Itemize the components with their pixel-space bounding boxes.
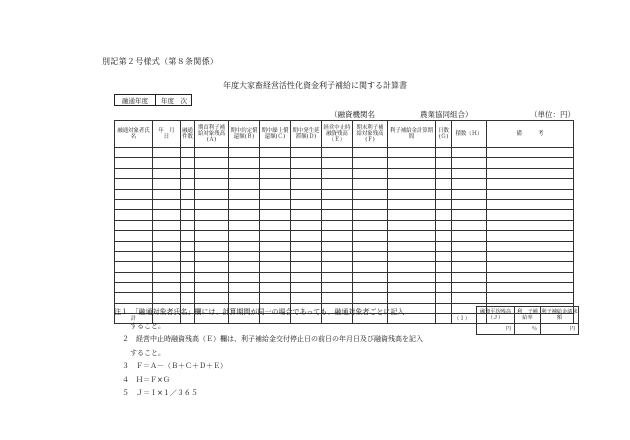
table-row — [115, 262, 574, 272]
table-cell — [260, 148, 291, 158]
table-cell — [195, 293, 229, 303]
table-cell — [487, 189, 574, 199]
table-cell — [153, 220, 181, 230]
table-cell — [195, 220, 229, 230]
table-cell — [153, 283, 181, 293]
col-header: 期末利子補給対象残高(Ｆ) — [353, 121, 388, 148]
note-5: ５ Ｊ＝Ｉ×１／３６５ — [122, 389, 198, 397]
table-cell — [452, 189, 487, 199]
col-header: 期中約定償還額(Ｂ) — [229, 121, 260, 148]
col-header: 積数（Ｈ） — [452, 121, 487, 148]
col-header: 年 月 日 — [153, 121, 181, 148]
table-cell — [388, 199, 436, 209]
col-header: 備 考 — [487, 121, 574, 148]
table-cell — [353, 148, 388, 158]
table-cell — [291, 199, 322, 209]
table-cell — [181, 210, 195, 220]
table-cell — [322, 199, 353, 209]
table-cell — [436, 168, 452, 178]
table-cell — [115, 272, 153, 282]
table-cell — [452, 262, 487, 272]
table-cell — [353, 168, 388, 178]
table-cell — [115, 283, 153, 293]
table-cell — [388, 251, 436, 261]
table-cell — [181, 283, 195, 293]
table-cell — [322, 158, 353, 168]
institution-label: （融資機関名 — [330, 110, 375, 119]
table-row — [115, 220, 574, 230]
table-cell — [260, 158, 291, 168]
table-cell — [452, 199, 487, 209]
table-cell — [452, 210, 487, 220]
table-cell — [322, 210, 353, 220]
table-row — [115, 283, 574, 293]
table-cell — [487, 241, 574, 251]
table-cell — [115, 199, 153, 209]
table-cell — [195, 148, 229, 158]
table-cell — [229, 231, 260, 241]
table-cell — [291, 293, 322, 303]
table-cell — [153, 189, 181, 199]
table-cell — [229, 210, 260, 220]
table-cell — [153, 179, 181, 189]
table-cell — [436, 251, 452, 261]
summary-header: 利子補給金請求額 — [541, 307, 579, 324]
table-cell — [322, 179, 353, 189]
table-cell — [229, 148, 260, 158]
table-cell — [353, 210, 388, 220]
table-cell — [353, 158, 388, 168]
table-cell — [322, 293, 353, 303]
table-cell — [195, 283, 229, 293]
fiscal-year-box — [114, 94, 192, 106]
table-row — [115, 199, 574, 209]
table-row — [115, 189, 574, 199]
summary-table — [476, 306, 579, 335]
table-cell — [436, 272, 452, 282]
table-row — [115, 272, 574, 282]
table-cell — [229, 179, 260, 189]
table-cell — [436, 283, 452, 293]
table-cell — [388, 210, 436, 220]
table-cell — [452, 272, 487, 282]
table-cell — [195, 272, 229, 282]
table-cell — [388, 231, 436, 241]
table-cell — [195, 251, 229, 261]
col-header: 期首利子補給対象残高(Ａ) — [195, 121, 229, 148]
document-title: 年度大家畜経営活性化資金利子補給に関する計算書 — [223, 81, 407, 90]
table-row — [115, 293, 574, 303]
table-cell — [260, 179, 291, 189]
table-cell — [291, 158, 322, 168]
table-cell — [181, 168, 195, 178]
table-cell — [487, 231, 574, 241]
table-row — [115, 251, 574, 261]
table-cell — [153, 293, 181, 303]
unit-label: （単位：円） — [530, 110, 575, 119]
table-cell — [181, 199, 195, 209]
table-cell — [487, 168, 574, 178]
summary-header-row — [477, 307, 579, 324]
table-cell — [181, 189, 195, 199]
table-cell — [115, 210, 153, 220]
table-cell — [436, 231, 452, 241]
summary-header: 利 子補給率 — [515, 307, 541, 324]
table-cell — [260, 220, 291, 230]
table-cell — [260, 272, 291, 282]
table-cell — [229, 272, 260, 282]
table-cell — [260, 189, 291, 199]
table-cell — [195, 189, 229, 199]
table-cell — [115, 148, 153, 158]
col-header: 期中発生延滞額(Ｄ) — [291, 121, 322, 148]
table-cell — [322, 231, 353, 241]
notes — [114, 306, 474, 401]
table-row — [115, 241, 574, 251]
table-row — [115, 158, 574, 168]
table-cell — [452, 283, 487, 293]
table-cell — [388, 189, 436, 199]
table-cell — [487, 272, 574, 282]
total-label: 計 — [115, 314, 153, 324]
table-cell — [322, 262, 353, 272]
summary-header: 融資平均残高（Ｊ） — [477, 307, 515, 324]
table-cell — [115, 158, 153, 168]
table-cell — [436, 179, 452, 189]
table-cell — [322, 168, 353, 178]
table-cell — [436, 293, 452, 303]
table-cell — [322, 241, 353, 251]
table-cell — [115, 168, 153, 178]
table-cell — [229, 189, 260, 199]
table-cell — [195, 168, 229, 178]
note-1: 注１ 「融通対象者氏名」欄には、計算期間が同一の場合であっても、融通対象者ごとに記入 — [114, 308, 405, 316]
table-row — [115, 148, 574, 158]
table-cell — [195, 210, 229, 220]
table-cell — [291, 262, 322, 272]
table-cell — [153, 262, 181, 272]
table-cell — [195, 231, 229, 241]
table-cell — [115, 231, 153, 241]
table-cell — [353, 262, 388, 272]
table-cell — [322, 283, 353, 293]
table-cell — [487, 210, 574, 220]
table-cell — [181, 220, 195, 230]
col-header: 経営中止時融資残高（Ｅ） — [322, 121, 353, 148]
table-cell — [115, 220, 153, 230]
table-cell — [153, 148, 181, 158]
table-cell — [487, 293, 574, 303]
table-cell — [487, 199, 574, 209]
table-cell — [195, 158, 229, 168]
table-cell — [115, 251, 153, 261]
table-cell — [353, 293, 388, 303]
union-label: 農業協同組合） — [420, 110, 473, 119]
fiscal-year-value: 年度 次 — [161, 96, 187, 105]
col-header: 融通件数 — [181, 121, 195, 148]
table-cell — [388, 272, 436, 282]
table-cell — [181, 158, 195, 168]
table-cell — [452, 179, 487, 189]
table-cell — [260, 241, 291, 251]
table-cell — [436, 189, 452, 199]
table-cell — [487, 283, 574, 293]
table-cell — [229, 220, 260, 230]
col-header: 融通対象者氏 名 — [115, 121, 153, 148]
table-cell — [388, 241, 436, 251]
table-cell — [452, 168, 487, 178]
table-cell — [229, 199, 260, 209]
table-cell — [181, 272, 195, 282]
table-cell — [291, 231, 322, 241]
table-cell — [229, 158, 260, 168]
table-cell — [353, 220, 388, 230]
table-cell — [115, 189, 153, 199]
table-cell — [260, 231, 291, 241]
summary-unit-row — [477, 324, 579, 335]
table-cell — [115, 262, 153, 272]
table-cell — [436, 241, 452, 251]
table-cell — [229, 283, 260, 293]
table-cell — [353, 189, 388, 199]
table-row — [115, 210, 574, 220]
table-cell — [291, 189, 322, 199]
table-cell — [388, 283, 436, 293]
table-cell — [436, 262, 452, 272]
table-cell — [353, 251, 388, 261]
table-cell — [291, 241, 322, 251]
table-cell — [153, 231, 181, 241]
table-cell — [260, 210, 291, 220]
table-cell — [388, 168, 436, 178]
table-cell — [452, 220, 487, 230]
table-cell — [153, 210, 181, 220]
note-3: ３ Ｆ＝Ａ－（Ｂ＋Ｃ＋Ｄ＋Ｅ） — [122, 362, 227, 370]
form-number: 別記第２号様式（第８条関係） — [102, 57, 219, 66]
table-cell — [322, 148, 353, 158]
table-cell — [388, 179, 436, 189]
table-row — [115, 179, 574, 189]
table-cell — [487, 251, 574, 261]
summary-unit: 円 — [477, 324, 515, 335]
table-cell — [487, 262, 574, 272]
table-cell — [487, 179, 574, 189]
table-cell — [291, 272, 322, 282]
table-cell — [291, 283, 322, 293]
table-cell — [153, 158, 181, 168]
table-cell — [195, 199, 229, 209]
table-cell — [115, 293, 153, 303]
table-cell — [153, 272, 181, 282]
note-4: ４ Ｈ＝Ｆ×Ｇ — [122, 375, 170, 384]
summary-unit: ％ — [515, 324, 541, 335]
fiscal-year-label: 融通年度 — [115, 95, 156, 105]
table-row — [115, 168, 574, 178]
table-cell — [115, 241, 153, 251]
table-cell — [153, 241, 181, 251]
table-cell — [452, 158, 487, 168]
table-cell — [260, 199, 291, 209]
table-cell — [115, 179, 153, 189]
table-cell — [487, 148, 574, 158]
table-cell — [388, 158, 436, 168]
table-cell — [353, 241, 388, 251]
table-cell — [388, 293, 436, 303]
table-cell — [353, 179, 388, 189]
note-2: ２ 経営中止時融資残高（Ｅ）欄は、利子補給金交付停止日の前日の年月日及び融資残高を記入 — [122, 335, 423, 343]
note-1-cont: すること。 — [130, 321, 165, 330]
table-cell — [452, 231, 487, 241]
summary-unit: 円 — [541, 324, 579, 335]
table-cell — [195, 241, 229, 251]
table-cell — [452, 293, 487, 303]
table-cell — [260, 293, 291, 303]
table-cell — [291, 251, 322, 261]
table-cell — [322, 251, 353, 261]
table-cell — [195, 179, 229, 189]
table-cell — [260, 283, 291, 293]
col-header: 日数(Ｇ) — [436, 121, 452, 148]
table-row — [115, 231, 574, 241]
table-cell — [153, 199, 181, 209]
table-cell — [181, 293, 195, 303]
table-cell — [181, 179, 195, 189]
table-cell — [181, 262, 195, 272]
table-cell — [229, 251, 260, 261]
table-cell — [436, 148, 452, 158]
table-cell — [452, 148, 487, 158]
calculation-table — [114, 120, 574, 324]
table-cell — [229, 262, 260, 272]
table-cell — [229, 293, 260, 303]
table-cell — [291, 168, 322, 178]
table-cell — [388, 220, 436, 230]
table-cell — [436, 199, 452, 209]
table-cell — [487, 220, 574, 230]
table-cell — [229, 241, 260, 251]
table-cell — [436, 210, 452, 220]
table-cell — [260, 168, 291, 178]
table-cell — [291, 220, 322, 230]
table-cell — [181, 148, 195, 158]
note-2-cont: すること。 — [130, 348, 165, 357]
table-cell — [388, 262, 436, 272]
table-cell — [181, 241, 195, 251]
table-cell — [153, 168, 181, 178]
table-cell — [195, 262, 229, 272]
table-cell — [322, 272, 353, 282]
table-cell — [260, 251, 291, 261]
header-row — [115, 121, 574, 148]
table-cell — [353, 272, 388, 282]
table-cell — [181, 251, 195, 261]
table-cell — [436, 158, 452, 168]
table-cell — [353, 231, 388, 241]
table-cell — [229, 168, 260, 178]
table-cell — [291, 179, 322, 189]
table-cell — [322, 220, 353, 230]
table-cell — [388, 148, 436, 158]
col-header: 期中繰上償還額(Ｃ) — [260, 121, 291, 148]
table-cell — [260, 262, 291, 272]
table-cell — [291, 148, 322, 158]
table-cell — [291, 210, 322, 220]
table-cell — [322, 189, 353, 199]
table-cell — [487, 158, 574, 168]
col-header: 利子補給金計算期間 — [388, 121, 436, 148]
total-i-label: （Ｉ） — [452, 314, 487, 324]
table-cell — [353, 283, 388, 293]
table-cell — [452, 251, 487, 261]
table-cell — [452, 241, 487, 251]
table-cell — [153, 251, 181, 261]
table-cell — [353, 199, 388, 209]
table-cell — [436, 220, 452, 230]
table-cell — [181, 231, 195, 241]
